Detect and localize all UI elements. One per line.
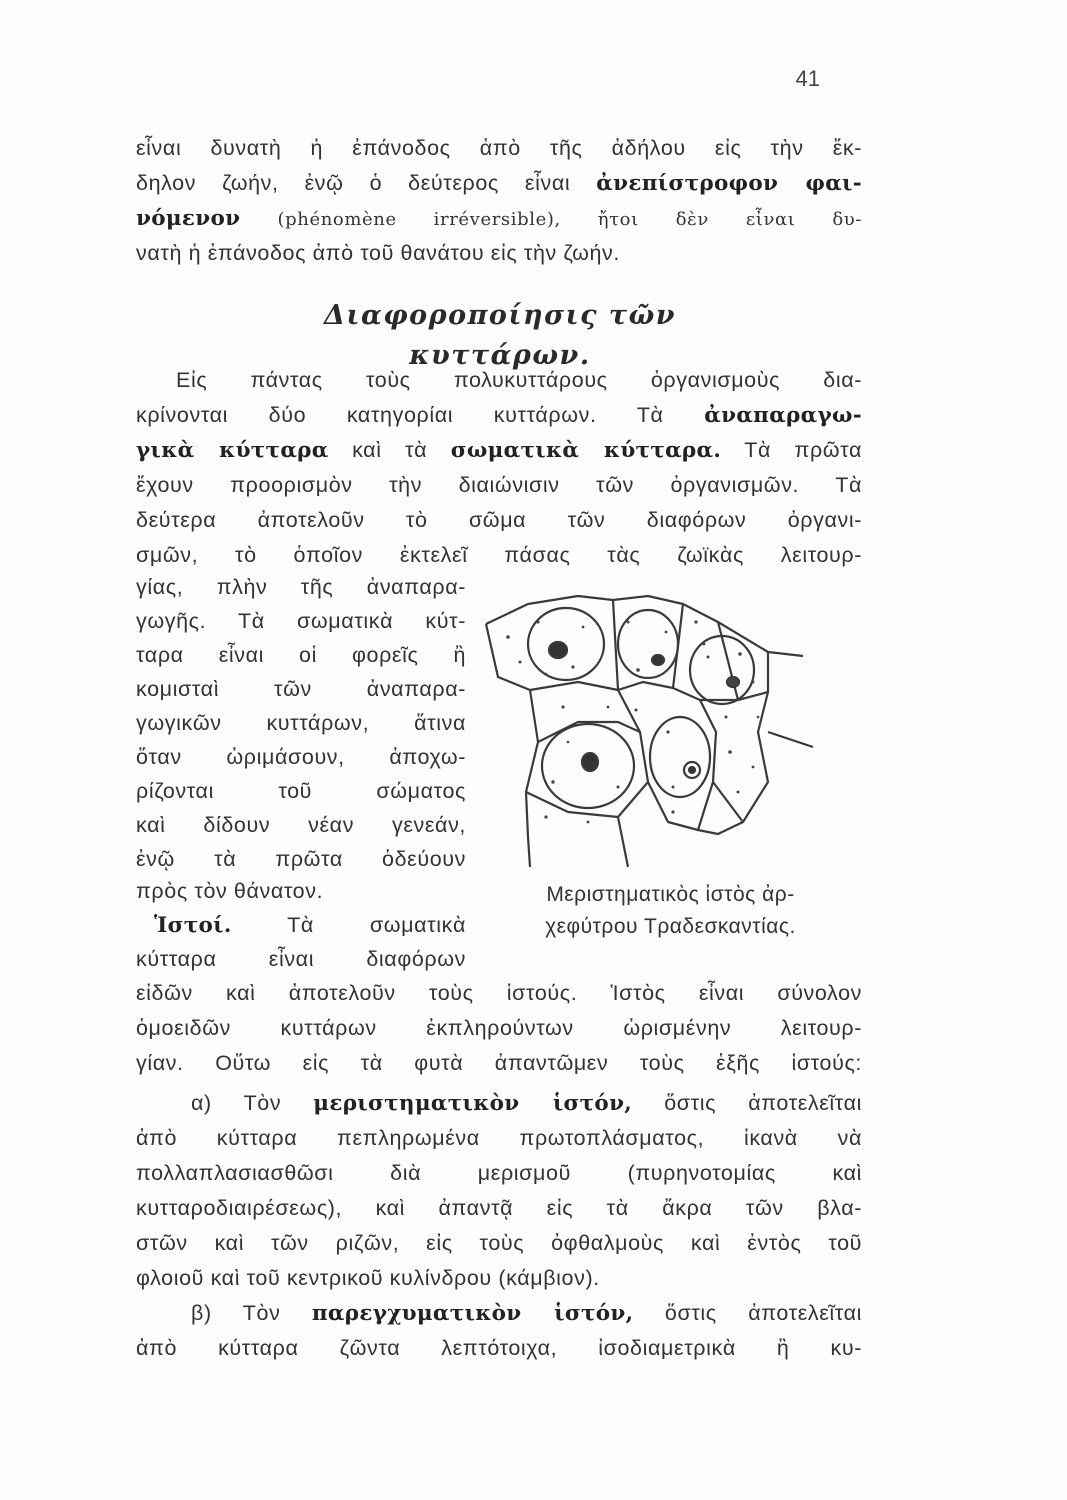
text-line: γωγῆς. Τὰ σωματικὰ κύτ- bbox=[136, 609, 466, 633]
text-line: κομισταὶ τῶν ἀναπαρα- bbox=[136, 677, 466, 701]
figure-caption-line: χεφύτρου Τραδεσκαντίας. bbox=[545, 915, 796, 938]
section-heading: Διαφοροποίησις τῶν κυττάρων. bbox=[323, 300, 677, 371]
text-line: κυτταροδιαιρέσεως), καὶ ἀπαντᾷ εἰς τὰ ἄκρα τῶν βλα- bbox=[136, 1196, 862, 1220]
text-line: ὁμοειδῶν κυττάρων ἐκπληρούντων ὡρισμένην λειτουρ- bbox=[136, 1016, 862, 1040]
text-line: ταρα εἶναι οἱ φορεῖς ἢ bbox=[136, 643, 466, 667]
text-line: καὶ δίδουν νέαν γενεάν, bbox=[136, 813, 466, 837]
text-line: ἐνῷ τὰ πρῶτα ὁδεύουν bbox=[136, 847, 466, 871]
text-line: κρίνονται δύο κατηγορίαι κυττάρων. Τὰ ἀναπαραγω- bbox=[136, 403, 862, 428]
text-line: δεύτερα ἀποτελοῦν τὸ σῶμα τῶν διαφόρων ὀργανι- bbox=[136, 508, 862, 532]
text-line: νόμενον (phénomène irréversible), ἤτοι δὲν εἶναι δυ- bbox=[136, 206, 862, 231]
emphasis-term: Ἱστοί. bbox=[154, 913, 232, 938]
page-number: 41 bbox=[795, 66, 820, 91]
text-line: κύτταρα εἶναι διαφόρων bbox=[136, 947, 466, 971]
text-line: ὅταν ὡριμάσουν, ἀποχω- bbox=[136, 745, 466, 769]
meristem-cells-illustration bbox=[468, 582, 838, 872]
emphasis-term: σωματικὰ κύτταρα. bbox=[450, 438, 722, 463]
text-line: δηλον ζωήν, ἐνῷ ὁ δεύτερος εἶναι ἀνεπίστροφον φαι- bbox=[136, 171, 862, 196]
text-line: πολλαπλασιασθῶσι διὰ μερισμοῦ (πυρηνοτομίας καὶ bbox=[136, 1161, 862, 1185]
text-line: σμῶν, τὸ ὁποῖον ἐκτελεῖ πάσας τὰς ζωϊκὰς λειτουρ- bbox=[136, 543, 862, 567]
text-line: α) Τὸν μεριστηματικὸν ἱστόν, ὅστις ἀποτελεῖται bbox=[191, 1091, 862, 1116]
text-line: ἔχουν προορισμὸν τὴν διαιώνισιν τῶν ὀργανισμῶν. Τὰ bbox=[136, 473, 862, 497]
text-line: στῶν καὶ τῶν ριζῶν, εἰς τοὺς ὀφθαλμοὺς καὶ ἐντὸς τοῦ bbox=[136, 1231, 862, 1255]
text-line: γίας, πλὴν τῆς ἀναπαρα- bbox=[136, 575, 466, 599]
text-line: εἶναι δυνατὴ ἡ ἐπάνοδος ἀπὸ τῆς ἀδήλου εἰς τὴν ἔκ- bbox=[136, 136, 862, 160]
text-line: ρίζονται τοῦ σώματος bbox=[136, 779, 466, 803]
text-line: γωγικῶν κυττάρων, ἅτινα bbox=[136, 711, 466, 735]
text-line: γικὰ κύτταρα καὶ τὰ σωματικὰ κύτταρα. Τὰ πρῶτα bbox=[136, 438, 862, 463]
emphasis-term: γικὰ κύτταρα bbox=[136, 438, 329, 463]
emphasis-term: μεριστηματικὸν ἱστόν, bbox=[313, 1091, 633, 1116]
text-line: γίαν. Οὕτω εἰς τὰ φυτὰ ἀπαντῶμεν τοὺς ἑξῆς ἱστούς: bbox=[136, 1051, 862, 1075]
emphasis-term: παρεγχυματικὸν ἱστόν, bbox=[311, 1301, 634, 1326]
text-line: ἀπὸ κύτταρα ζῶντα λεπτότοιχα, ἰσοδιαμετρικὰ ἢ κυ- bbox=[136, 1336, 862, 1360]
text-line: πρὸς τὸν θάνατον. bbox=[136, 879, 324, 903]
emphasis-term: ἀνεπίστροφον φαι- bbox=[596, 171, 862, 196]
text-line: ἀπὸ κύτταρα πεπληρωμένα πρωτοπλάσματος, ἱκανὰ νὰ bbox=[136, 1126, 862, 1150]
figure-caption-line: Μεριστηματικὸς ἱστὸς ἀρ- bbox=[546, 883, 795, 906]
emphasis-term: ἀναπαραγω- bbox=[704, 403, 862, 428]
text-line: φλοιοῦ καὶ τοῦ κεντρικοῦ κυλίνδρου (κάμβιον). bbox=[136, 1266, 600, 1290]
emphasis-term: νόμενον bbox=[136, 206, 241, 231]
text-line: Εἰς πάντας τοὺς πολυκυττάρους ὀργανισμοὺς δια- bbox=[176, 368, 862, 392]
text-line: νατὴ ἡ ἐπάνοδος ἀπὸ τοῦ θανάτου εἰς τὴν ζωήν. bbox=[136, 241, 620, 265]
text-line: Ἱστοί. Τὰ σωματικὰ bbox=[154, 913, 466, 938]
text-line: β) Τὸν παρεγχυματικὸν ἱστόν, ὅστις ἀποτελεῖται bbox=[191, 1301, 862, 1326]
text-line: εἰδῶν καὶ ἀποτελοῦν τοὺς ἱστούς. Ἱστὸς εἶναι σύνολον bbox=[136, 981, 862, 1005]
